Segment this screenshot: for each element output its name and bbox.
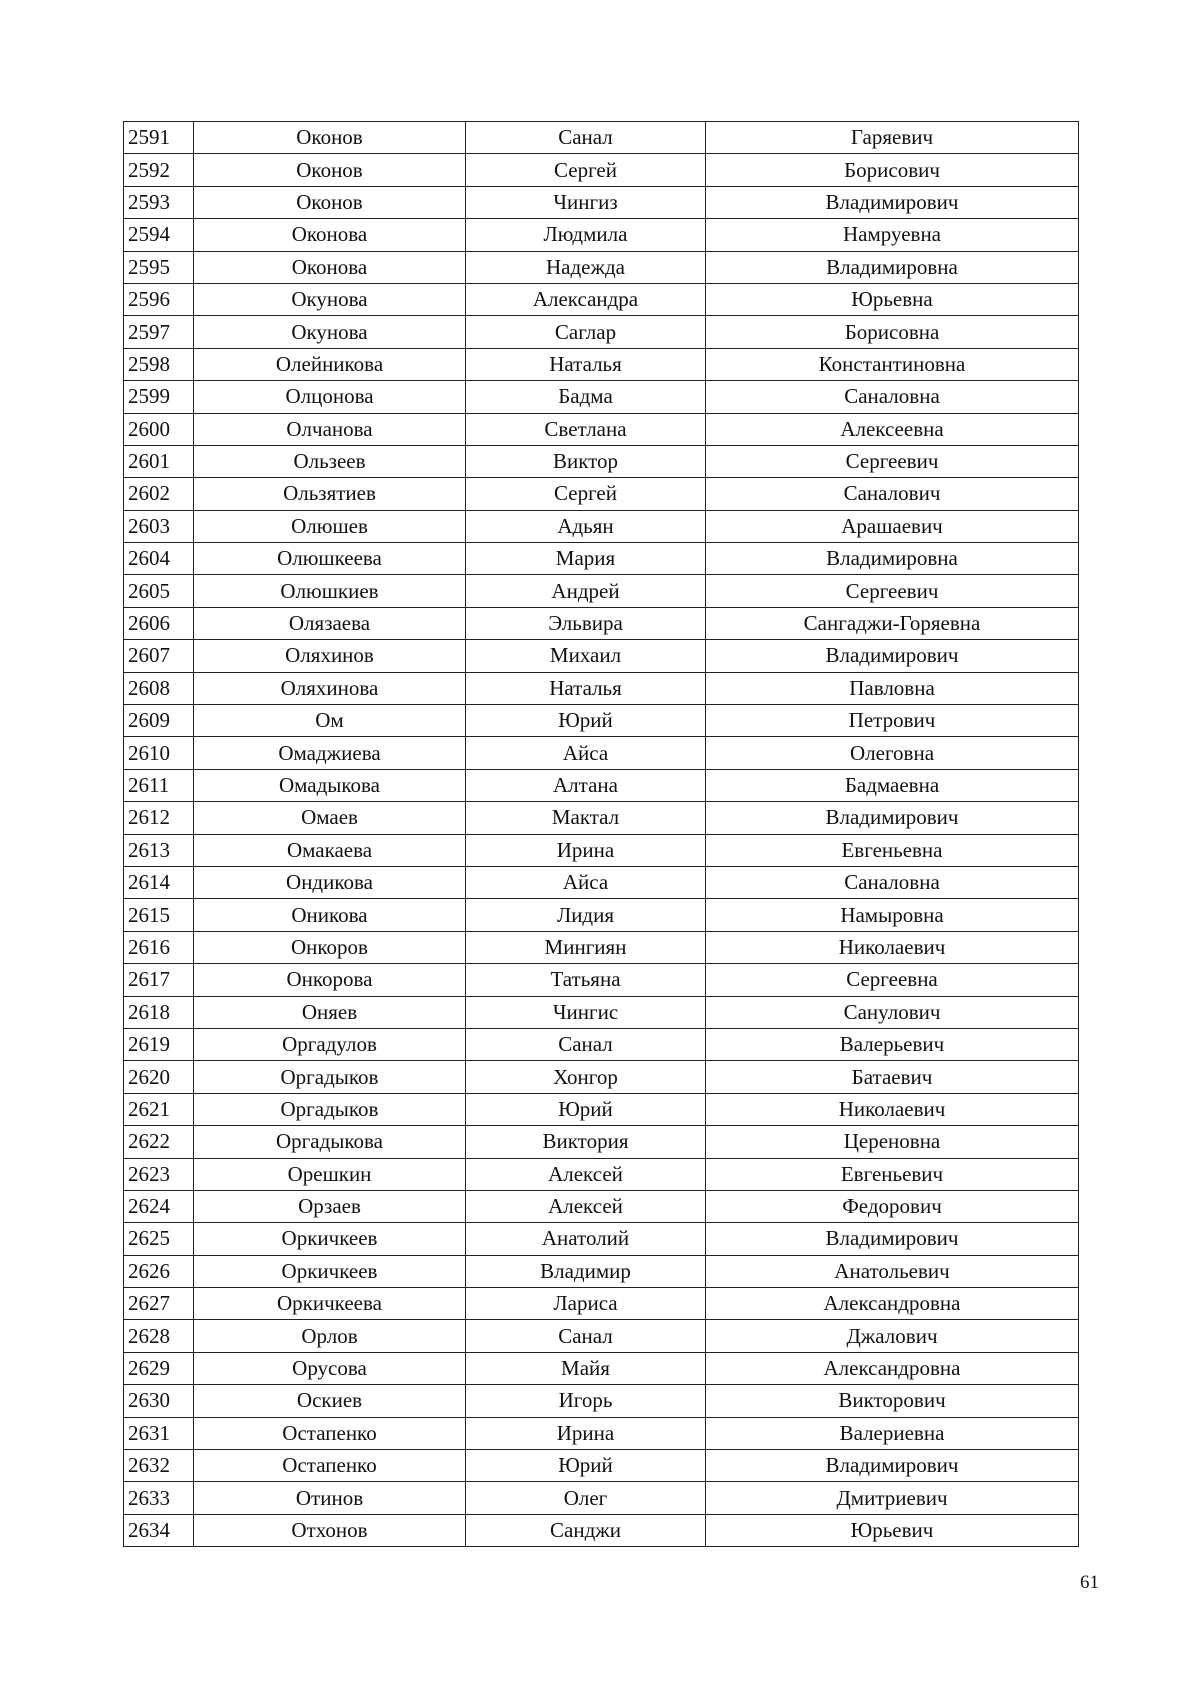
patronymic-cell: Саналовна xyxy=(706,381,1079,413)
row-number-cell: 2624 xyxy=(124,1190,194,1222)
table-row xyxy=(124,672,1079,704)
first-name-cell: Юрий xyxy=(466,1093,706,1125)
row-number-cell: 2627 xyxy=(124,1288,194,1320)
table-row xyxy=(124,122,1079,154)
table-row xyxy=(124,1158,1079,1190)
row-number-cell: 2626 xyxy=(124,1255,194,1287)
row-number-cell: 2609 xyxy=(124,705,194,737)
surname-cell: Оляхинов xyxy=(194,640,466,672)
first-name-cell: Лариса xyxy=(466,1288,706,1320)
row-number-cell: 2616 xyxy=(124,931,194,963)
row-number-cell: 2617 xyxy=(124,964,194,996)
name-registry-table xyxy=(123,121,1079,1547)
table-row xyxy=(124,1417,1079,1449)
patronymic-cell: Саналовна xyxy=(706,866,1079,898)
table-row xyxy=(124,1126,1079,1158)
surname-cell: Окунова xyxy=(194,316,466,348)
patronymic-cell: Борисович xyxy=(706,154,1079,186)
row-number-cell: 2621 xyxy=(124,1093,194,1125)
row-number-cell: 2602 xyxy=(124,478,194,510)
first-name-cell: Мария xyxy=(466,543,706,575)
patronymic-cell: Викторович xyxy=(706,1385,1079,1417)
patronymic-cell: Санулович xyxy=(706,996,1079,1028)
surname-cell: Орлов xyxy=(194,1320,466,1352)
table-body xyxy=(124,122,1079,1547)
first-name-cell: Анатолий xyxy=(466,1223,706,1255)
surname-cell: Оргадыкова xyxy=(194,1126,466,1158)
first-name-cell: Алексей xyxy=(466,1158,706,1190)
first-name-cell: Саглар xyxy=(466,316,706,348)
patronymic-cell: Владимирович xyxy=(706,1450,1079,1482)
table-row xyxy=(124,1288,1079,1320)
table-row xyxy=(124,283,1079,315)
table-row xyxy=(124,1255,1079,1287)
row-number-cell: 2607 xyxy=(124,640,194,672)
surname-cell: Оляхинова xyxy=(194,672,466,704)
patronymic-cell: Анатольевич xyxy=(706,1255,1079,1287)
row-number-cell: 2619 xyxy=(124,1028,194,1060)
surname-cell: Оняев xyxy=(194,996,466,1028)
first-name-cell: Санал xyxy=(466,122,706,154)
row-number-cell: 2614 xyxy=(124,866,194,898)
patronymic-cell: Сергеевич xyxy=(706,575,1079,607)
surname-cell: Оркичкеева xyxy=(194,1288,466,1320)
surname-cell: Олцонова xyxy=(194,381,466,413)
surname-cell: Оргадыков xyxy=(194,1093,466,1125)
patronymic-cell: Валерьевич xyxy=(706,1028,1079,1060)
first-name-cell: Олег xyxy=(466,1482,706,1514)
row-number-cell: 2599 xyxy=(124,381,194,413)
patronymic-cell: Евгеньевич xyxy=(706,1158,1079,1190)
surname-cell: Олейникова xyxy=(194,348,466,380)
table-row xyxy=(124,1223,1079,1255)
surname-cell: Омаев xyxy=(194,802,466,834)
patronymic-cell: Бадмаевна xyxy=(706,769,1079,801)
patronymic-cell: Павловна xyxy=(706,672,1079,704)
row-number-cell: 2591 xyxy=(124,122,194,154)
surname-cell: Ом xyxy=(194,705,466,737)
table-row xyxy=(124,1093,1079,1125)
table-row xyxy=(124,640,1079,672)
first-name-cell: Санджи xyxy=(466,1514,706,1546)
table-row xyxy=(124,381,1079,413)
table-row xyxy=(124,802,1079,834)
first-name-cell: Татьяна xyxy=(466,964,706,996)
surname-cell: Оконов xyxy=(194,186,466,218)
table-row xyxy=(124,899,1079,931)
first-name-cell: Наталья xyxy=(466,672,706,704)
table-row xyxy=(124,1061,1079,1093)
row-number-cell: 2603 xyxy=(124,510,194,542)
first-name-cell: Юрий xyxy=(466,705,706,737)
first-name-cell: Виктория xyxy=(466,1126,706,1158)
page-number: 61 xyxy=(1080,1572,1099,1593)
patronymic-cell: Владимировна xyxy=(706,251,1079,283)
patronymic-cell: Владимирович xyxy=(706,640,1079,672)
row-number-cell: 2598 xyxy=(124,348,194,380)
row-number-cell: 2634 xyxy=(124,1514,194,1546)
table-row xyxy=(124,543,1079,575)
patronymic-cell: Владимирович xyxy=(706,186,1079,218)
table-row xyxy=(124,154,1079,186)
surname-cell: Отхонов xyxy=(194,1514,466,1546)
surname-cell: Отинов xyxy=(194,1482,466,1514)
first-name-cell: Бадма xyxy=(466,381,706,413)
patronymic-cell: Борисовна xyxy=(706,316,1079,348)
surname-cell: Омаджиева xyxy=(194,737,466,769)
table-row xyxy=(124,251,1079,283)
patronymic-cell: Алексеевна xyxy=(706,413,1079,445)
surname-cell: Окунова xyxy=(194,283,466,315)
surname-cell: Оркичкеев xyxy=(194,1255,466,1287)
row-number-cell: 2604 xyxy=(124,543,194,575)
first-name-cell: Ирина xyxy=(466,834,706,866)
row-number-cell: 2628 xyxy=(124,1320,194,1352)
first-name-cell: Хонгор xyxy=(466,1061,706,1093)
first-name-cell: Виктор xyxy=(466,445,706,477)
row-number-cell: 2600 xyxy=(124,413,194,445)
table-row xyxy=(124,866,1079,898)
table-row xyxy=(124,1514,1079,1546)
table-row xyxy=(124,348,1079,380)
first-name-cell: Светлана xyxy=(466,413,706,445)
row-number-cell: 2611 xyxy=(124,769,194,801)
first-name-cell: Михаил xyxy=(466,640,706,672)
patronymic-cell: Юрьевич xyxy=(706,1514,1079,1546)
patronymic-cell: Джалович xyxy=(706,1320,1079,1352)
first-name-cell: Сергей xyxy=(466,154,706,186)
first-name-cell: Игорь xyxy=(466,1385,706,1417)
table-row xyxy=(124,1352,1079,1384)
surname-cell: Оргадыков xyxy=(194,1061,466,1093)
row-number-cell: 2593 xyxy=(124,186,194,218)
table-row xyxy=(124,575,1079,607)
table-row xyxy=(124,413,1079,445)
patronymic-cell: Арашаевич xyxy=(706,510,1079,542)
row-number-cell: 2597 xyxy=(124,316,194,348)
first-name-cell: Ирина xyxy=(466,1417,706,1449)
row-number-cell: 2631 xyxy=(124,1417,194,1449)
row-number-cell: 2630 xyxy=(124,1385,194,1417)
surname-cell: Орзаев xyxy=(194,1190,466,1222)
row-number-cell: 2594 xyxy=(124,219,194,251)
table-row xyxy=(124,931,1079,963)
surname-cell: Омакаева xyxy=(194,834,466,866)
patronymic-cell: Константиновна xyxy=(706,348,1079,380)
surname-cell: Олюшев xyxy=(194,510,466,542)
first-name-cell: Майя xyxy=(466,1352,706,1384)
table-row xyxy=(124,964,1079,996)
table-row xyxy=(124,478,1079,510)
patronymic-cell: Цереновна xyxy=(706,1126,1079,1158)
first-name-cell: Чингис xyxy=(466,996,706,1028)
first-name-cell: Мингиян xyxy=(466,931,706,963)
first-name-cell: Надежда xyxy=(466,251,706,283)
row-number-cell: 2613 xyxy=(124,834,194,866)
patronymic-cell: Гаряевич xyxy=(706,122,1079,154)
row-number-cell: 2618 xyxy=(124,996,194,1028)
row-number-cell: 2612 xyxy=(124,802,194,834)
surname-cell: Остапенко xyxy=(194,1417,466,1449)
surname-cell: Оркичкеев xyxy=(194,1223,466,1255)
patronymic-cell: Юрьевна xyxy=(706,283,1079,315)
patronymic-cell: Дмитриевич xyxy=(706,1482,1079,1514)
first-name-cell: Айса xyxy=(466,737,706,769)
row-number-cell: 2605 xyxy=(124,575,194,607)
surname-cell: Оконов xyxy=(194,122,466,154)
table-row xyxy=(124,1190,1079,1222)
patronymic-cell: Николаевич xyxy=(706,931,1079,963)
surname-cell: Ондикова xyxy=(194,866,466,898)
patronymic-cell: Сергеевна xyxy=(706,964,1079,996)
row-number-cell: 2632 xyxy=(124,1450,194,1482)
row-number-cell: 2615 xyxy=(124,899,194,931)
table-row xyxy=(124,1028,1079,1060)
patronymic-cell: Олеговна xyxy=(706,737,1079,769)
first-name-cell: Юрий xyxy=(466,1450,706,1482)
surname-cell: Орешкин xyxy=(194,1158,466,1190)
row-number-cell: 2595 xyxy=(124,251,194,283)
surname-cell: Оргадулов xyxy=(194,1028,466,1060)
first-name-cell: Алтана xyxy=(466,769,706,801)
table-row xyxy=(124,834,1079,866)
patronymic-cell: Владимирович xyxy=(706,802,1079,834)
first-name-cell: Мактал xyxy=(466,802,706,834)
first-name-cell: Чингиз xyxy=(466,186,706,218)
surname-cell: Олюшкеева xyxy=(194,543,466,575)
patronymic-cell: Намруевна xyxy=(706,219,1079,251)
table-row xyxy=(124,219,1079,251)
table-row xyxy=(124,186,1079,218)
first-name-cell: Санал xyxy=(466,1320,706,1352)
patronymic-cell: Сергеевич xyxy=(706,445,1079,477)
table-row xyxy=(124,1385,1079,1417)
table-row xyxy=(124,1450,1079,1482)
surname-cell: Оникова xyxy=(194,899,466,931)
surname-cell: Олюшкиев xyxy=(194,575,466,607)
table-row xyxy=(124,1482,1079,1514)
surname-cell: Омадыкова xyxy=(194,769,466,801)
surname-cell: Ользеев xyxy=(194,445,466,477)
surname-cell: Оконова xyxy=(194,251,466,283)
surname-cell: Оконов xyxy=(194,154,466,186)
table-row xyxy=(124,316,1079,348)
first-name-cell: Адьян xyxy=(466,510,706,542)
patronymic-cell: Федорович xyxy=(706,1190,1079,1222)
first-name-cell: Людмила xyxy=(466,219,706,251)
first-name-cell: Наталья xyxy=(466,348,706,380)
row-number-cell: 2601 xyxy=(124,445,194,477)
table-row xyxy=(124,996,1079,1028)
first-name-cell: Владимир xyxy=(466,1255,706,1287)
patronymic-cell: Евгеньевна xyxy=(706,834,1079,866)
table-row xyxy=(124,705,1079,737)
row-number-cell: 2592 xyxy=(124,154,194,186)
surname-cell: Онкорова xyxy=(194,964,466,996)
first-name-cell: Андрей xyxy=(466,575,706,607)
first-name-cell: Эльвира xyxy=(466,607,706,639)
row-number-cell: 2606 xyxy=(124,607,194,639)
patronymic-cell: Владимировна xyxy=(706,543,1079,575)
row-number-cell: 2629 xyxy=(124,1352,194,1384)
patronymic-cell: Николаевич xyxy=(706,1093,1079,1125)
patronymic-cell: Александровна xyxy=(706,1352,1079,1384)
first-name-cell: Сергей xyxy=(466,478,706,510)
first-name-cell: Санал xyxy=(466,1028,706,1060)
first-name-cell: Александра xyxy=(466,283,706,315)
surname-cell: Оскиев xyxy=(194,1385,466,1417)
patronymic-cell: Петрович xyxy=(706,705,1079,737)
first-name-cell: Лидия xyxy=(466,899,706,931)
patronymic-cell: Саналович xyxy=(706,478,1079,510)
row-number-cell: 2596 xyxy=(124,283,194,315)
patronymic-cell: Валериевна xyxy=(706,1417,1079,1449)
table-row xyxy=(124,607,1079,639)
table-row xyxy=(124,1320,1079,1352)
row-number-cell: 2623 xyxy=(124,1158,194,1190)
row-number-cell: 2633 xyxy=(124,1482,194,1514)
surname-cell: Ользятиев xyxy=(194,478,466,510)
row-number-cell: 2608 xyxy=(124,672,194,704)
row-number-cell: 2610 xyxy=(124,737,194,769)
table-row xyxy=(124,510,1079,542)
table-row xyxy=(124,445,1079,477)
patronymic-cell: Батаевич xyxy=(706,1061,1079,1093)
surname-cell: Остапенко xyxy=(194,1450,466,1482)
row-number-cell: 2625 xyxy=(124,1223,194,1255)
patronymic-cell: Александровна xyxy=(706,1288,1079,1320)
patronymic-cell: Намыровна xyxy=(706,899,1079,931)
surname-cell: Онкоров xyxy=(194,931,466,963)
table-row xyxy=(124,769,1079,801)
table-row xyxy=(124,737,1079,769)
row-number-cell: 2622 xyxy=(124,1126,194,1158)
patronymic-cell: Владимирович xyxy=(706,1223,1079,1255)
surname-cell: Орусова xyxy=(194,1352,466,1384)
surname-cell: Олязаева xyxy=(194,607,466,639)
surname-cell: Олчанова xyxy=(194,413,466,445)
first-name-cell: Алексей xyxy=(466,1190,706,1222)
row-number-cell: 2620 xyxy=(124,1061,194,1093)
first-name-cell: Айса xyxy=(466,866,706,898)
surname-cell: Оконова xyxy=(194,219,466,251)
patronymic-cell: Сангаджи-Горяевна xyxy=(706,607,1079,639)
